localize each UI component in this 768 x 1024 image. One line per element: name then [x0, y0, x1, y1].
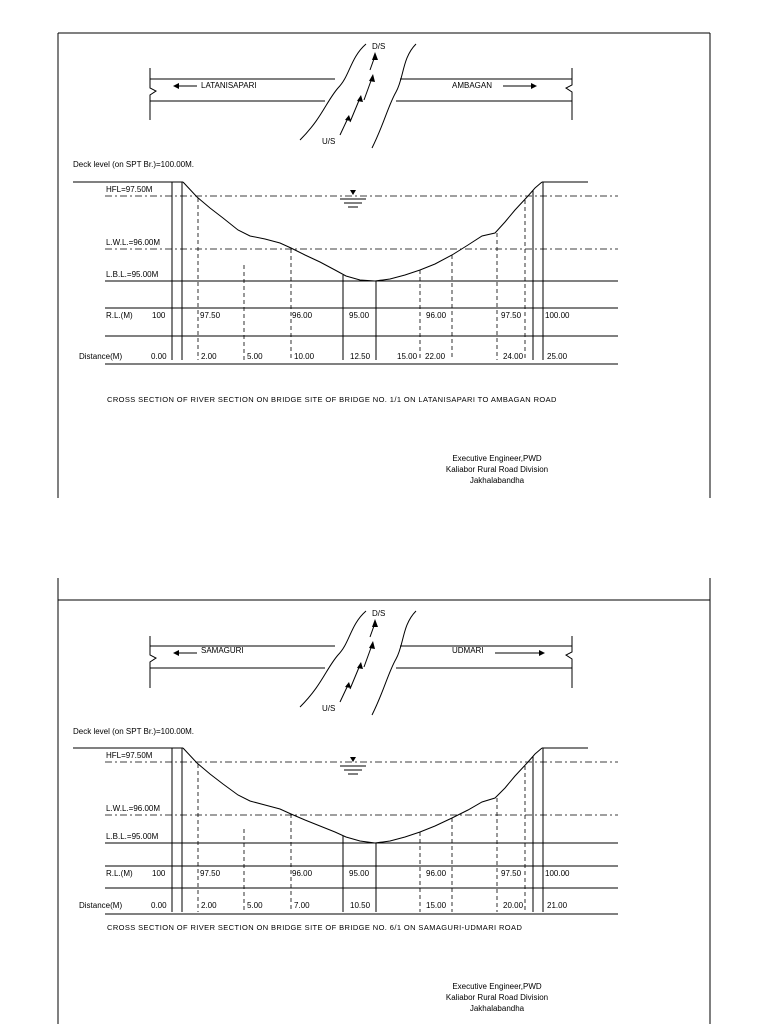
rl-value: 96.00 [292, 869, 313, 878]
sheet-1-distance-row [79, 352, 568, 361]
lbl-label: L.B.L.=95.00M [106, 832, 159, 841]
sheet-1-border [58, 33, 710, 498]
distance-value: 15.00 [426, 901, 447, 910]
deck-level-label: Deck level (on SPT Br.)=100.00M. [73, 727, 195, 736]
rl-value: 100 [152, 311, 166, 320]
distance-value: 20.00 [503, 901, 524, 910]
rl-label: R.L.(M) [106, 311, 133, 320]
signature-line: Executive Engineer,PWD [452, 454, 542, 463]
distance-value: 24.00 [503, 352, 524, 361]
sheet-1 [58, 33, 710, 498]
distance-value: 0.00 [151, 352, 167, 361]
distance-value: 2.00 [201, 901, 217, 910]
signature-line: Jakhalabandha [469, 476, 525, 485]
distance-label: Distance(M) [79, 352, 123, 361]
rl-value: 97.50 [200, 869, 221, 878]
hfl-label: HFL=97.50M [106, 751, 153, 760]
water-level-symbol-icon [340, 190, 366, 207]
rl-label: R.L.(M) [106, 869, 133, 878]
drawing-title: CROSS SECTION OF RIVER SECTION ON BRIDGE SITE OF BRIDGE NO. 6/1 ON SAMAGURI-UDMARI ROAD [107, 923, 523, 932]
rl-value: 95.00 [349, 869, 370, 878]
hfl-label: HFL=97.50M [106, 185, 153, 194]
sheet-2 [58, 578, 710, 1024]
place-right-label: UDMARI [452, 646, 484, 655]
distance-value: 12.50 [350, 352, 371, 361]
riverbed-profile [183, 182, 542, 281]
river-bank-right [372, 611, 416, 715]
break-symbol-left [150, 68, 156, 120]
signature-block [446, 982, 548, 1013]
rl-value: 96.00 [426, 869, 447, 878]
break-symbol-right [566, 68, 572, 120]
signature-line: Jakhalabandha [469, 1004, 525, 1013]
distance-value: 0.00 [151, 901, 167, 910]
distance-value: 5.00 [247, 352, 263, 361]
rl-value: 100 [152, 869, 166, 878]
signature-line: Kaliabor Rural Road Division [445, 993, 549, 1002]
river-bank-left [300, 611, 366, 707]
distance-value: 10.50 [350, 901, 371, 910]
flow-arrow-icon [340, 619, 378, 702]
sheet-2-border [58, 578, 710, 1024]
sheet-2-plan-view [150, 609, 572, 715]
place-right-label: AMBAGAN [452, 81, 493, 90]
distance-value: 22.00 [425, 352, 446, 361]
place-left-label: LATANISAPARI [201, 81, 257, 90]
right-arrow-icon [503, 83, 537, 89]
drawing-title: CROSS SECTION OF RIVER SECTION ON BRIDGE SITE OF BRIDGE NO. 1/1 ON LATANISAPARI TO AMBAGAN ROAD [107, 395, 557, 404]
lwl-label: L.W.L.=96.00M [106, 804, 161, 813]
signature-line: Executive Engineer,PWD [452, 982, 542, 991]
sheet-1-rl-row [106, 311, 570, 320]
upstream-label: U/S [322, 704, 336, 713]
rl-value: 96.00 [292, 311, 313, 320]
flow-arrow-icon [340, 52, 378, 135]
distance-value: 15.00 [397, 352, 418, 361]
downstream-label: D/S [372, 609, 386, 618]
sheet-1-plan-view [150, 42, 572, 148]
signature-block [446, 454, 548, 485]
sheet-2-distance-row [79, 901, 568, 910]
rl-value: 96.00 [426, 311, 447, 320]
deck-level-label: Deck level (on SPT Br.)=100.00M. [73, 160, 195, 169]
river-bank-left [300, 44, 366, 140]
upstream-label: U/S [322, 137, 336, 146]
break-symbol-left [150, 636, 156, 688]
right-arrow-icon [495, 650, 545, 656]
left-arrow-icon [173, 650, 197, 656]
distance-value: 5.00 [247, 901, 263, 910]
downstream-label: D/S [372, 42, 386, 51]
distance-label: Distance(M) [79, 901, 123, 910]
distance-value: 7.00 [294, 901, 310, 910]
left-arrow-icon [173, 83, 197, 89]
sheet-2-rl-row [106, 869, 570, 878]
break-symbol-right [566, 636, 572, 688]
lwl-label: L.W.L.=96.00M [106, 238, 161, 247]
lbl-label: L.B.L.=95.00M [106, 270, 159, 279]
river-bank-right [372, 44, 416, 148]
rl-value: 97.50 [200, 311, 221, 320]
rl-value: 97.50 [501, 869, 522, 878]
distance-value: 2.00 [201, 352, 217, 361]
sheet-1-cross-section [73, 182, 618, 364]
water-level-symbol-icon [340, 757, 366, 774]
distance-value: 10.00 [294, 352, 315, 361]
rl-value: 100.00 [545, 311, 570, 320]
place-left-label: SAMAGURI [201, 646, 244, 655]
rl-value: 97.50 [501, 311, 522, 320]
signature-line: Kaliabor Rural Road Division [445, 465, 549, 474]
distance-value: 21.00 [547, 901, 568, 910]
rl-value: 100.00 [545, 869, 570, 878]
sheet-2-cross-section [73, 748, 618, 914]
distance-value: 25.00 [547, 352, 568, 361]
rl-value: 95.00 [349, 311, 370, 320]
